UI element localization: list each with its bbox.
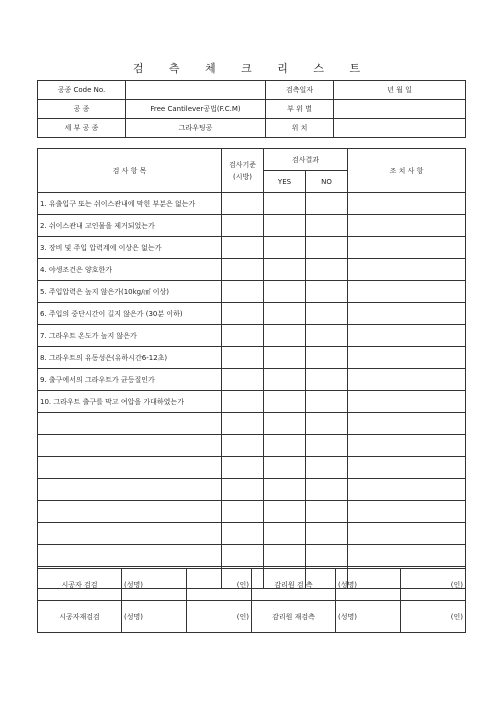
standard-cell[interactable] bbox=[222, 501, 264, 523]
yes-cell[interactable] bbox=[264, 237, 306, 259]
checklist-row bbox=[38, 281, 466, 303]
checklist-item: 7. 그라우트 온도가 높지 않은가 bbox=[38, 325, 222, 347]
no-cell[interactable] bbox=[306, 501, 348, 523]
action-cell[interactable] bbox=[348, 215, 466, 237]
checklist-row bbox=[38, 501, 466, 523]
checklist-item bbox=[38, 479, 222, 501]
code-value[interactable] bbox=[126, 81, 266, 100]
checklist-item: 9. 출구에서의 그라우트가 균등질인가 bbox=[38, 369, 222, 391]
yes-cell[interactable] bbox=[264, 193, 306, 215]
standard-cell[interactable] bbox=[222, 523, 264, 545]
action-cell[interactable] bbox=[348, 457, 466, 479]
no-cell[interactable] bbox=[306, 391, 348, 413]
item-header: 검 사 항 목 bbox=[38, 149, 222, 193]
checklist-item: 3. 장비 및 주입 압력계에 이상은 없는가 bbox=[38, 237, 222, 259]
checklist-item bbox=[38, 413, 222, 435]
yes-cell[interactable] bbox=[264, 259, 306, 281]
part-label: 부 위 별 bbox=[266, 100, 334, 119]
no-cell[interactable] bbox=[306, 435, 348, 457]
location-label: 위 치 bbox=[266, 119, 334, 138]
no-cell[interactable] bbox=[306, 259, 348, 281]
action-cell[interactable] bbox=[348, 193, 466, 215]
standard-cell[interactable] bbox=[222, 457, 264, 479]
checklist-row bbox=[38, 523, 466, 545]
no-header: NO bbox=[306, 171, 348, 193]
supervisor-inspect-seal[interactable]: (인) bbox=[401, 569, 466, 601]
checklist-item: 6. 주입의 중단시간이 길지 않은가 (30분 이하) bbox=[38, 303, 222, 325]
checklist-item bbox=[38, 435, 222, 457]
yes-cell[interactable] bbox=[264, 545, 306, 567]
supervisor-inspect-sign[interactable]: (성명) bbox=[336, 569, 401, 601]
checklist-table bbox=[37, 148, 466, 589]
part-value[interactable] bbox=[334, 100, 466, 119]
date-label: 검측일자 bbox=[266, 81, 334, 100]
checklist-row bbox=[38, 479, 466, 501]
checklist-row bbox=[38, 347, 466, 369]
yes-cell[interactable] bbox=[264, 435, 306, 457]
action-cell[interactable] bbox=[348, 237, 466, 259]
action-cell[interactable] bbox=[348, 259, 466, 281]
yes-cell[interactable] bbox=[264, 413, 306, 435]
contractor-inspect-label: 시공자 검검 bbox=[38, 569, 122, 601]
standard-cell[interactable] bbox=[222, 281, 264, 303]
standard-cell[interactable] bbox=[222, 347, 264, 369]
detail-label: 세 부 공 종 bbox=[38, 119, 126, 138]
contractor-inspect-seal[interactable]: (인) bbox=[187, 569, 252, 601]
yes-cell[interactable] bbox=[264, 325, 306, 347]
contractor-reinspect-seal[interactable]: (인) bbox=[187, 601, 252, 633]
standard-cell[interactable] bbox=[222, 391, 264, 413]
no-cell[interactable] bbox=[306, 237, 348, 259]
checklist-row bbox=[38, 215, 466, 237]
no-cell[interactable] bbox=[306, 215, 348, 237]
yes-cell[interactable] bbox=[264, 281, 306, 303]
no-cell[interactable] bbox=[306, 193, 348, 215]
checklist-row bbox=[38, 435, 466, 457]
standard-cell[interactable] bbox=[222, 325, 264, 347]
checklist-row bbox=[38, 303, 466, 325]
checklist-row bbox=[38, 193, 466, 215]
contractor-reinspect-label: 시공자재검검 bbox=[38, 601, 122, 633]
standard-cell[interactable] bbox=[222, 413, 264, 435]
no-cell[interactable] bbox=[306, 347, 348, 369]
checklist-row bbox=[38, 259, 466, 281]
yes-cell[interactable] bbox=[264, 215, 306, 237]
no-cell[interactable] bbox=[306, 457, 348, 479]
action-cell[interactable] bbox=[348, 281, 466, 303]
header-table bbox=[37, 80, 466, 138]
no-cell[interactable] bbox=[306, 369, 348, 391]
no-cell[interactable] bbox=[306, 413, 348, 435]
checklist-row bbox=[38, 237, 466, 259]
action-cell[interactable] bbox=[348, 545, 466, 567]
checklist-row bbox=[38, 369, 466, 391]
result-header: 검사결과 bbox=[264, 149, 348, 171]
no-cell[interactable] bbox=[306, 523, 348, 545]
date-value[interactable]: 년 월 일 bbox=[334, 81, 466, 100]
standard-cell[interactable] bbox=[222, 435, 264, 457]
action-cell[interactable] bbox=[348, 435, 466, 457]
supervisor-reinspect-label: 감리원 재검측 bbox=[252, 601, 336, 633]
supervisor-inspect-label: 감리원 검 측 bbox=[252, 569, 336, 601]
yes-cell[interactable] bbox=[264, 523, 306, 545]
action-header: 조 치 사 항 bbox=[348, 149, 466, 193]
standard-cell[interactable] bbox=[222, 479, 264, 501]
checklist-row bbox=[38, 391, 466, 413]
standard-cell[interactable] bbox=[222, 193, 264, 215]
checklist-item: 4. 야생조건은 양호한가 bbox=[38, 259, 222, 281]
checklist-item: 10. 그라우트 출구를 막고 여압을 가대하였는가 bbox=[38, 391, 222, 413]
checklist-item: 5. 주입압력은 높지 않은가(10kg/㎠ 이상) bbox=[38, 281, 222, 303]
contractor-reinspect-sign[interactable]: (성명) bbox=[122, 601, 187, 633]
supervisor-reinspect-sign[interactable]: (성명) bbox=[336, 601, 401, 633]
checklist-item: 2. 쉬이스관내 고인물을 제거되었는가 bbox=[38, 215, 222, 237]
standard-cell[interactable] bbox=[222, 545, 264, 567]
contractor-inspect-sign[interactable]: (성명) bbox=[122, 569, 187, 601]
standard-cell[interactable] bbox=[222, 215, 264, 237]
checklist-row bbox=[38, 325, 466, 347]
action-cell[interactable] bbox=[348, 325, 466, 347]
no-cell[interactable] bbox=[306, 281, 348, 303]
checklist-row bbox=[38, 545, 466, 567]
standard-cell[interactable] bbox=[222, 369, 264, 391]
no-cell[interactable] bbox=[306, 303, 348, 325]
work-value[interactable]: Free Cantilever공법(F.C.M) bbox=[126, 100, 266, 119]
standard-cell[interactable] bbox=[222, 259, 264, 281]
location-value[interactable] bbox=[334, 119, 466, 138]
standard-cell[interactable] bbox=[222, 303, 264, 325]
checklist-row bbox=[38, 413, 466, 435]
work-label: 공 종 bbox=[38, 100, 126, 119]
supervisor-reinspect-seal[interactable]: (인) bbox=[401, 601, 466, 633]
checklist-item bbox=[38, 523, 222, 545]
action-cell[interactable] bbox=[348, 369, 466, 391]
yes-cell[interactable] bbox=[264, 391, 306, 413]
yes-header: YES bbox=[264, 171, 306, 193]
checklist-item bbox=[38, 501, 222, 523]
standard-header: 검사기준 (시방) bbox=[222, 149, 264, 193]
checklist-row bbox=[38, 457, 466, 479]
action-cell[interactable] bbox=[348, 479, 466, 501]
action-cell[interactable] bbox=[348, 523, 466, 545]
no-cell[interactable] bbox=[306, 325, 348, 347]
checklist-item: 1. 유출입구 또는 쉬이스관내에 막힌 부분은 없는가 bbox=[38, 193, 222, 215]
signature-table bbox=[37, 568, 466, 633]
no-cell[interactable] bbox=[306, 479, 348, 501]
action-cell[interactable] bbox=[348, 347, 466, 369]
yes-cell[interactable] bbox=[264, 369, 306, 391]
yes-cell[interactable] bbox=[264, 303, 306, 325]
no-cell[interactable] bbox=[306, 545, 348, 567]
yes-cell[interactable] bbox=[264, 347, 306, 369]
yes-cell[interactable] bbox=[264, 479, 306, 501]
action-cell[interactable] bbox=[348, 501, 466, 523]
action-cell[interactable] bbox=[348, 303, 466, 325]
checklist-item: 8. 그라우트의 유동성은(유하시간6-12초) bbox=[38, 347, 222, 369]
checklist-item bbox=[38, 545, 222, 567]
yes-cell[interactable] bbox=[264, 501, 306, 523]
checklist-item bbox=[38, 457, 222, 479]
standard-cell[interactable] bbox=[222, 237, 264, 259]
document-title: 검 측 체 크 리 스 트 bbox=[132, 62, 372, 75]
action-cell[interactable] bbox=[348, 413, 466, 435]
action-cell[interactable] bbox=[348, 391, 466, 413]
detail-value[interactable]: 그라우팅공 bbox=[126, 119, 266, 138]
yes-cell[interactable] bbox=[264, 457, 306, 479]
code-label: 공종 Code No. bbox=[38, 81, 126, 100]
